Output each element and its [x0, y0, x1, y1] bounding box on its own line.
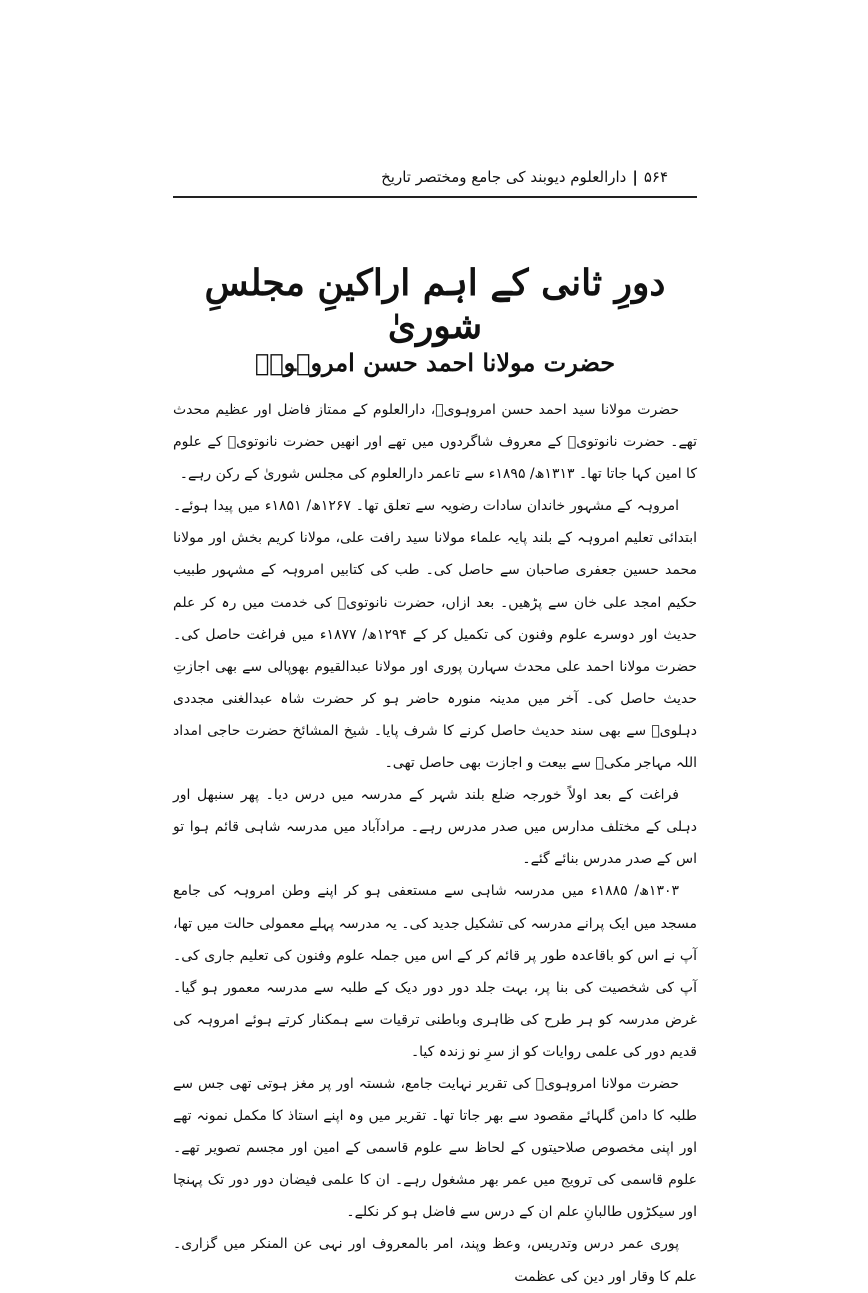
- paragraph: فراغت کے بعد اولاً خورجہ ضلع بلند شہر کے مدرسہ میں درس دیا۔ پھر سنبھل اور دہلی کے مختلف مدارس میں صدر مدرس رہے۔ مرادآباد میں مدرسہ شاہی قائم ہوا تو اس کے صدر مدرس بنائے گئے۔: [173, 787, 697, 868]
- running-header: [381, 168, 668, 186]
- paragraph: حضرت مولانا سید احمد حسن امروہویؒ، دارالعلوم کے ممتاز فاضل اور عظیم محدث تھے۔ حضرت نانوتویؒ کے معروف شاگردوں میں تھے اور انھیں حضرت نانوتویؒ کے علوم کا امین کہا جاتا تھا۔ ۱۳۱۳ھ/ ۱۸۹۵ء سے تاعمر دارالعلوم کی مجلس شوریٰ کے رکن رہے۔: [173, 402, 697, 483]
- book-title: دارالعلوم دیوبند کی جامع ومختصر تاریخ: [381, 168, 627, 186]
- paragraph: امروہہ کے مشہور خاندان سادات رضویہ سے تعلق تھا۔ ۱۲۶۷ھ/ ۱۸۵۱ء میں پیدا ہوئے۔ ابتدائی تعلیم امروہہ کے بلند پایہ علماء مولانا سید رافت علی، مولانا کریم بخش اور مولانا محمد حسین جعفری صاحبان سے حاصل کی۔ طب کی کتابیں امروہہ کے مشہور طبیب حکیم امجد علی خان سے پڑھیں۔ بعد ازاں، حضرت نانوتویؒ کی خدمت میں رہ کر علم حدیث اور دوسرے علوم وفنون کی تکمیل کر کے ۱۲۹۴ھ/ ۱۸۷۷ء میں فراغت حاصل کی۔ حضرت مولانا احمد علی محدث سہارن پوری اور مولانا عبدالقیوم بھوپالی سے بھی اجازتِ حدیث حاصل کی۔ آخر میں مدینہ منورہ حاضر ہو کر حضرت شاہ عبدالغنی مجددی دہلویؒ سے بھی سند حدیث حاصل کرنے کا شرف پایا۔ شیخ المشائخ حضرت حاجی امداد اللہ مہاجر مکیؒ سے بیعت و اجازت بھی حاصل تھی۔: [173, 498, 697, 772]
- paragraph: حضرت مولانا امروہویؒ کی تقریر نہایت جامع، شستہ اور پر مغز ہوتی تھی جس سے طلبہ کا دامن گلہائے مقصود سے بھر جاتا تھا۔ تقریر میں وہ اپنے استاذ کا مکمل نمونہ تھے اور اپنی مخصوص صلاحیتوں کے لحاظ سے علوم قاسمی کے امین اور مجسم تصویر تھے۔ علوم قاسمی کی ترویج میں عمر بھر مشغول رہے۔ ان کا علمی فیضان دور دور تک پہنچا اور سیکڑوں طالبانِ علم ان کے درس سے فاضل ہو کر نکلے۔: [173, 1075, 697, 1221]
- section-heading: حضرت مولانا احمد حسن امروہویؒ: [254, 348, 616, 377]
- page-number: ۵۶۴: [643, 168, 668, 186]
- header-rule: [173, 196, 697, 198]
- paragraph: پوری عمر درس وتدریس، وعظ وپند، امر بالمعروف اور نہی عن المنکر میں گزاری۔ علم کا وقار اور دین کی عظمت: [173, 1236, 697, 1285]
- header-separator: |: [632, 168, 638, 186]
- paragraph: ۱۳۰۳ھ/ ۱۸۸۵ء میں مدرسہ شاہی سے مستعفی ہو کر اپنے وطن امروہہ کی جامع مسجد میں ایک پرانے مدرسہ کی تشکیل جدید کی۔ یہ مدرسہ پہلے معمولی حالت میں تھا، آپ نے اس کو باقاعدہ طور پر قائم کر کے اس میں جملہ علوم وفنون کی تعلیم جاری کی۔ آپ کی شخصیت کی بنا پر، بہت جلد دور دور دیک کے طلبہ سے مدرسہ معمور ہو گیا۔ غرض مدرسہ کو ہر طرح کی ظاہری وباطنی ترقیات سے ہمکنار کرتے ہوئے امروہہ کی قدیم دور کی علمی روایات کو از سرِ نو زندہ کیا۔: [173, 883, 697, 1060]
- body-text: [173, 394, 697, 1293]
- chapter-title: دورِ ثانی کے اہم اراکینِ مجلسِ شوریٰ: [204, 262, 666, 348]
